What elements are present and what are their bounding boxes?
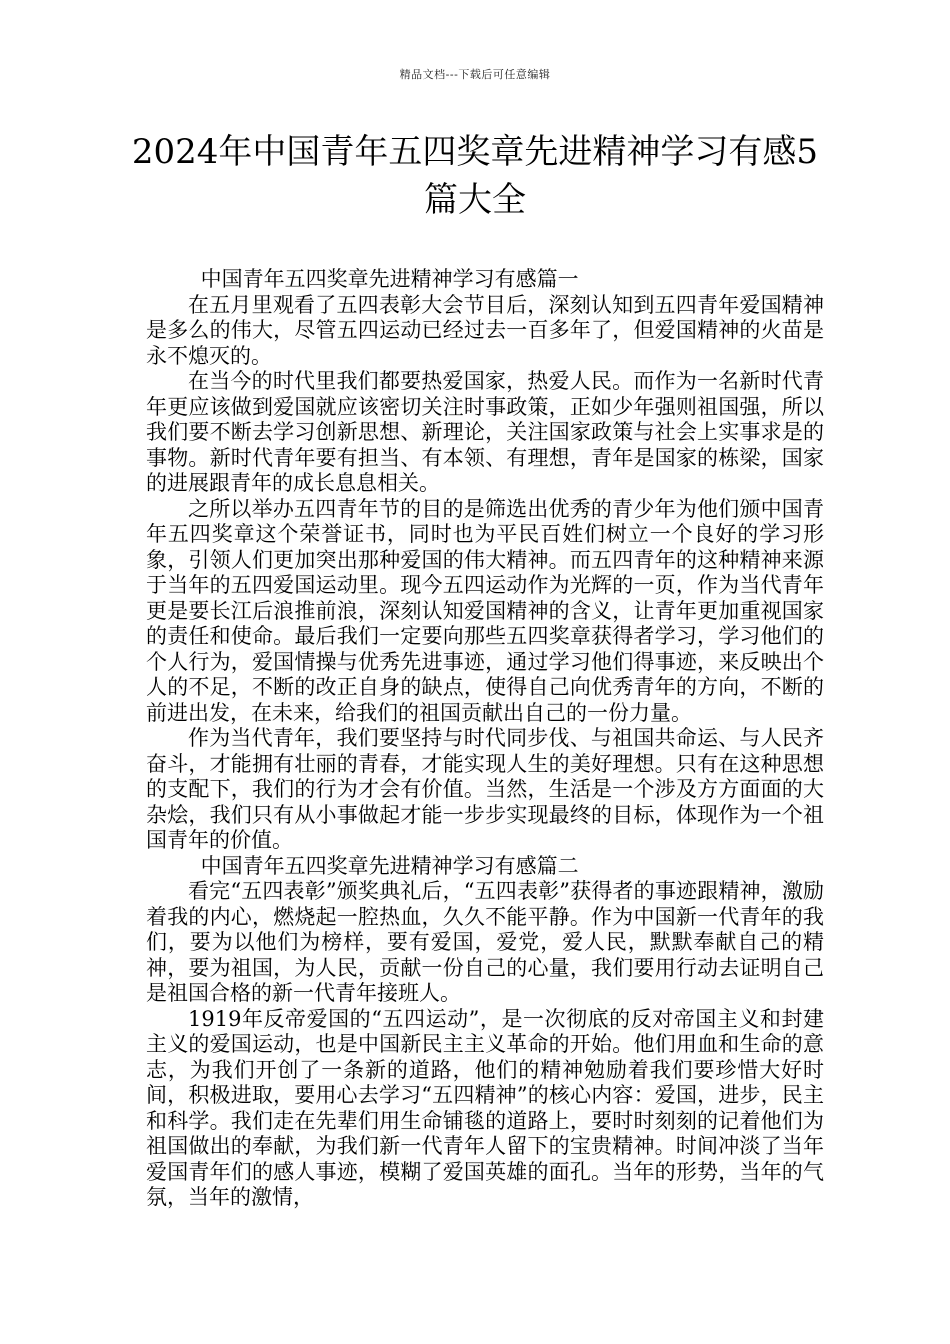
- body-paragraph: 1919年反帝爱国的“五四运动”，是一次彻底的反对帝国主义和封建主义的爱国运动，也是中国新民主主义革命的开始。他们用血和生命的意志，为我们开创了一条新的道路，他们的精神勉励着我们要珍惜大好时间，积极进取，要用心去学习“五四精神”的核心内容：爱国，进步，民主和科学。我们走在先辈们用生命铺毯的道路上，要时时刻刻的记着他们为祖国做出的奉献，为我们新一代青年人留下的宝贵精神。时间冲淡了当年爱国青年们的感人事迹，模糊了爱国英雄的面孔。当年的形势，当年的气氛，当年的激情，: [146, 1006, 824, 1209]
- document-body: [146, 267, 824, 1211]
- body-paragraph: 之所以举办五四青年节的目的是筛选出优秀的青少年为他们颁中国青年五四奖章这个荣誉证书，同时也为平民百姓们树立一个良好的学习形象，引领人们更加突出那种爱国的伟大精神。而五四青年的这种精神来源于当年的五四爱国运动里。现今五四运动作为光辉的一页，作为当代青年更是要长江后浪推前浪，深刻认知爱国精神的含义，让青年更加重视国家的责任和使命。最后我们一定要向那些五四奖章获得者学习，学习他们的个人行为，爱国情操与优秀先进事迹，通过学习他们得事迹，来反映出个人的不足，不断的改正自身的缺点，使得自己向优秀青年的方向，不断的前进出发，在未来，给我们的祖国贡献出自己的一份力量。: [146, 496, 824, 725]
- section-heading-2: 中国青年五四奖章先进精神学习有感篇二: [200, 853, 579, 878]
- body-paragraph: 看完“五四表彰”颁奖典礼后，“五四表彰”获得者的事迹跟精神，激励着我的内心，燃烧起一腔热血，久久不能平静。作为中国新一代青年的我们，要为以他们为榜样，要有爱国，爱党，爱人民，默默奉献自己的精神，要为祖国，为人民，贡献一份自己的心量，我们要用行动去证明自己是祖国合格的新一代青年接班人。: [146, 879, 824, 1005]
- body-paragraph: 作为当代青年，我们要坚持与时代同步伐、与祖国共命运、与人民齐奋斗，才能拥有壮丽的青春，才能实现人生的美好理想。只有在这种思想的支配下，我们的行为才会有价值。当然，生活是一个涉及方方面面的大杂烩，我们只有从小事做起才能一步步实现最终的目标，体现作为一个祖国青年的价值。: [146, 726, 824, 852]
- body-paragraph: 在五月里观看了五四表彰大会节目后，深刻认知到五四青年爱国精神是多么的伟大，尽管五四运动已经过去一百多年了，但爱国精神的火苗是永不熄灭的。: [146, 292, 824, 368]
- document-header-note: 精品文档---下载后可任意编辑: [399, 68, 551, 81]
- body-paragraph: 在当今的时代里我们都要热爱国家，热爱人民。而作为一名新时代青年更应该做到爱国就应该密切关注时事政策，正如少年强则祖国强，所以我们要不断去学习创新思想、新理论，关注国家政策与社会上实事求是的事物。新时代青年要有担当、有本领、有理想，青年是国家的栋梁，国家的进展跟青年的成长息息相关。: [146, 369, 824, 495]
- section-heading-1: 中国青年五四奖章先进精神学习有感篇一: [200, 267, 579, 291]
- document-title: 2024年中国青年五四奖章先进精神学习有感5篇大全: [131, 132, 819, 220]
